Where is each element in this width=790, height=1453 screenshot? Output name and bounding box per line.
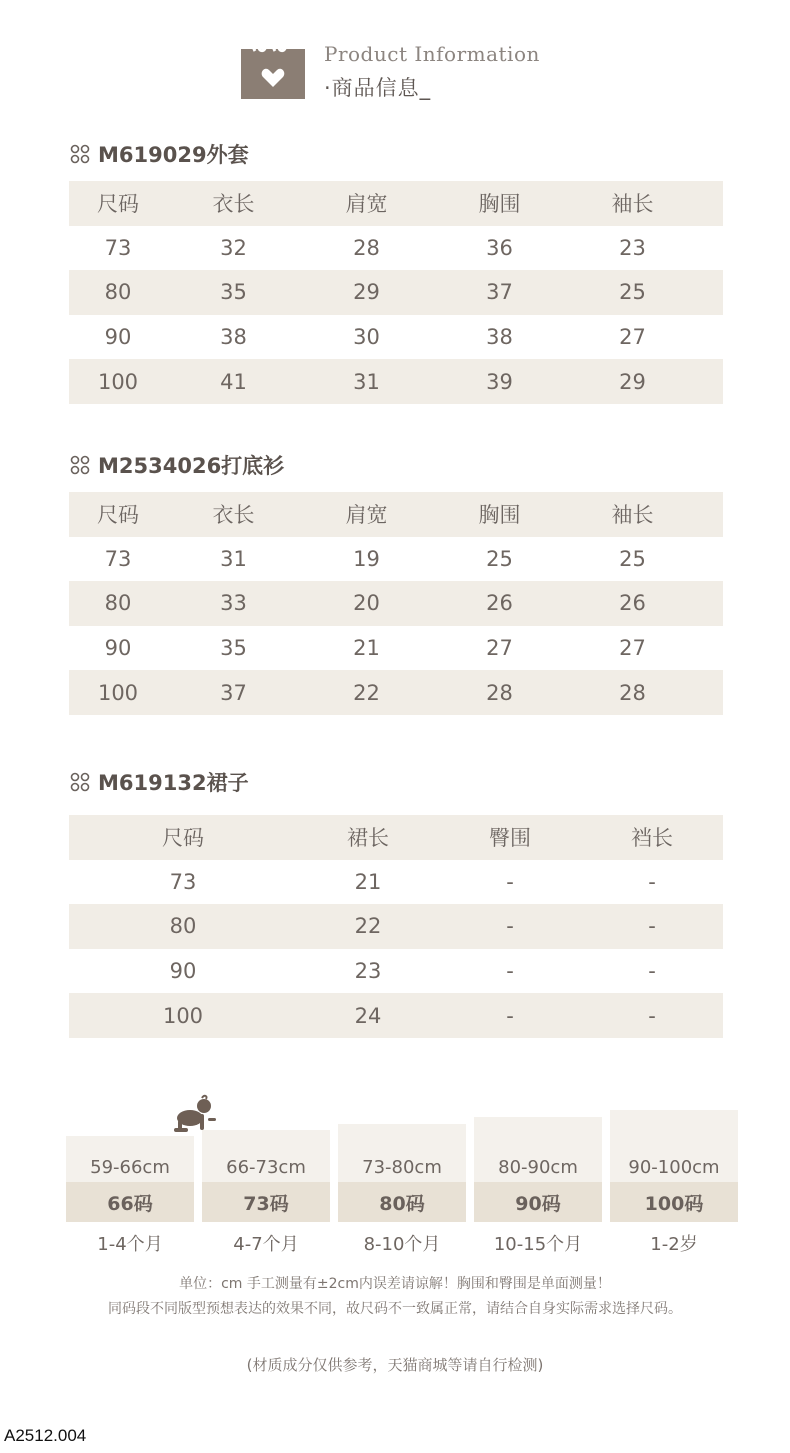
height-range: 66-73cm [226,1157,306,1178]
column-header: 裆长 [631,826,673,851]
size-band: 66码 [66,1182,194,1222]
height-range: 59-66cm [90,1157,170,1178]
column-header: 尺码 [97,192,139,217]
age-label: 8-10个月 [363,1234,441,1255]
table-cell: 24 [354,1003,382,1028]
table-row [69,270,723,315]
table-cell: 25 [619,546,646,571]
table-cell: 27 [486,636,513,661]
table-cell: - [648,959,656,984]
table-cell: 21 [353,636,380,661]
grid-icon [70,455,90,475]
table-cell: 26 [486,591,513,616]
table-cell: 27 [619,325,646,350]
column-header: 肩宽 [345,192,388,217]
column-header: 尺码 [162,826,204,851]
age-label: 4-7个月 [233,1234,299,1255]
table-cell: 19 [353,546,380,571]
table-header-row [69,815,723,860]
table-cell: 28 [619,680,646,705]
size-band: 90码 [474,1182,602,1222]
column-header: 肩宽 [345,503,388,528]
header [0,0,790,120]
table-cell: 33 [220,591,247,616]
table-cell: 25 [619,280,646,305]
table-cell: 26 [619,591,646,616]
column-header: 衣长 [212,503,255,528]
grid-icon [70,772,90,792]
section-title-text: M619029外套 [98,143,249,167]
table-cell: 23 [619,235,646,260]
table-cell: 39 [486,369,513,394]
table-cell: 100 [162,1003,204,1028]
table-cell: 100 [97,369,139,394]
section-title [70,139,249,169]
table-cell: 41 [220,369,247,394]
section-title [70,767,249,797]
table-cell: - [506,869,514,894]
table-cell: 37 [220,680,247,705]
table-cell: - [506,914,514,939]
table-cell: 80 [104,591,132,616]
table-cell: 73 [104,235,132,260]
table-cell: 90 [104,325,132,350]
size-table [69,815,723,1038]
table-cell: 29 [353,280,380,305]
table-cell: 90 [169,959,197,984]
table-cell: 20 [353,591,380,616]
table-cell: 29 [619,369,646,394]
height-range: 90-100cm [628,1157,720,1178]
section-title-text: M619132裙子 [98,771,249,795]
table-cell: 36 [486,235,513,260]
table-row [69,949,723,994]
table-cell: 35 [220,636,247,661]
table-row [69,860,723,905]
table-cell: 23 [354,959,382,984]
table-row [69,670,723,715]
table-cell: 22 [353,680,380,705]
growth-column [202,1098,330,1268]
table-cell: 100 [97,680,139,705]
table-cell: - [506,1003,514,1028]
table-cell: 90 [104,636,132,661]
table-cell: 28 [486,680,513,705]
table-cell: 73 [104,546,132,571]
table-row [69,626,723,671]
size-table [69,492,723,715]
size-band: 100码 [610,1182,738,1222]
table-row [69,993,723,1038]
size-band: 80码 [338,1182,466,1222]
note-line: 单位：cm 手工测量有±2cm内误差请谅解！胸围和臀围是单面测量！ [179,1276,611,1292]
table-cell: 27 [619,636,646,661]
growth-column [338,1098,466,1268]
column-header: 臀围 [489,826,531,851]
table-row [69,904,723,949]
table-cell: - [506,959,514,984]
height-range: 73-80cm [362,1157,442,1178]
table-cell: - [648,914,656,939]
table-cell: 28 [353,235,380,260]
header-title-en: Product Information [324,42,540,66]
height-range: 80-90cm [498,1157,578,1178]
table-cell: 37 [486,280,513,305]
table-cell: 31 [220,546,247,571]
column-header: 尺码 [97,503,139,528]
table-header-row [69,181,723,226]
section-title-text: M2534026打底衫 [98,454,285,478]
header-title-cn: ·商品信息_ [324,76,432,100]
column-header: 袖长 [611,503,654,528]
note-line: 同码段不同版型预想表达的效果不同，故尺码不一致属正常，请结合自身实际需求选择尺码。 [108,1301,682,1317]
table-cell: 80 [169,914,197,939]
table-row [69,226,723,271]
growth-column [474,1098,602,1268]
table-cell: 32 [220,235,247,260]
grid-icon [70,144,90,164]
table-cell: 21 [354,869,382,894]
table-cell: 25 [486,546,513,571]
growth-column [610,1098,738,1268]
growth-chart [66,1098,746,1268]
table-cell: 73 [169,869,197,894]
table-cell: 38 [486,325,513,350]
table-cell: - [648,1003,656,1028]
age-label: 1-2岁 [650,1234,698,1255]
table-row [69,315,723,360]
bag-heart-logo-icon [241,37,305,99]
table-header-row [69,492,723,537]
table-row [69,359,723,404]
table-cell: 38 [220,325,247,350]
age-label: 10-15个月 [493,1234,583,1255]
column-header: 裙长 [347,826,389,851]
table-cell: 35 [220,280,247,305]
table-cell: 30 [353,325,380,350]
column-header: 衣长 [212,192,255,217]
column-header: 袖长 [611,192,654,217]
section-title [70,450,284,480]
table-cell: - [648,869,656,894]
table-row [69,537,723,582]
table-cell: 31 [353,369,380,394]
size-band: 73码 [202,1182,330,1222]
table-cell: 22 [354,914,382,939]
image-code: A2512.004 [4,1426,87,1445]
size-table [69,181,723,404]
note-line: (材质成分仅供参考，天猫商城等请自行检测) [246,1356,544,1374]
column-header: 胸围 [478,503,521,528]
column-header: 胸围 [478,192,521,217]
table-cell: 80 [104,280,132,305]
age-label: 1-4个月 [97,1234,163,1255]
growth-column [66,1098,194,1268]
table-row [69,581,723,626]
